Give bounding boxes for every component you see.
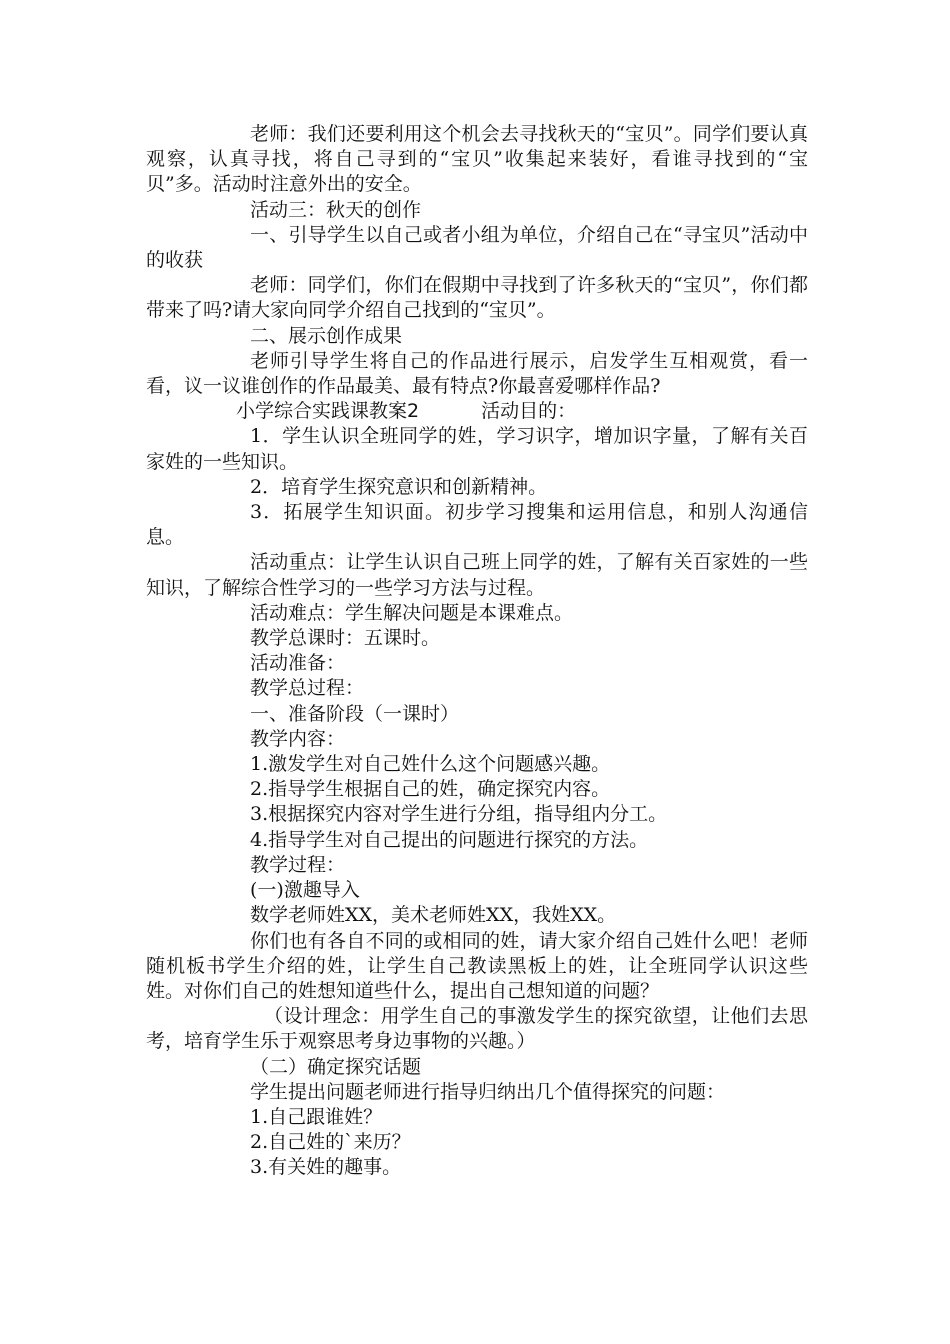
paragraph: 教学总课时：五课时。 <box>250 627 441 650</box>
list-item: 1.激发学生对自己姓什么这个问题感兴趣。 <box>250 753 611 776</box>
paragraph: 一、引导学生以自己或者小组为单位，介绍自己在“寻宝贝”活动中的收获 <box>146 223 808 272</box>
list-item: 3.有关姓的趣事。 <box>250 1156 402 1179</box>
paragraph: 老师：同学们，你们在假期中寻找到了许多秋天的“宝贝”，你们都带来了吗?请大家向同学介绍自己找到的“宝贝”。 <box>146 274 808 322</box>
paragraph: 学生提出问题老师进行指导归纳出几个值得探究的问题： <box>250 1080 726 1103</box>
paragraph: 教学总过程： <box>250 677 365 700</box>
section-heading: （二）确定探究话题 <box>250 1055 422 1078</box>
list-item: 1.自己跟谁姓？ <box>250 1105 383 1128</box>
section-heading: 二、展示创作成果 <box>250 324 403 347</box>
list-item: 3．拓展学生知识面。初步学习搜集和运用信息，和别人沟通信息。 <box>146 501 808 549</box>
paragraph: 你们也有各自不同的或相同的姓，请大家介绍自己姓什么吧！老师随机板书学生介绍的姓，让学生自己教读黑板上的姓，让全班同学认识这些姓。对你们自己的姓想知道些什么，提出自己想知道的问题？ <box>146 929 808 1002</box>
paragraph: 活动准备： <box>250 652 346 675</box>
section-heading: (一)激趣导入 <box>250 879 360 902</box>
paragraph: 老师引导学生将自己的作品进行展示，启发学生互相观赏，看一看，议一议谁创作的作品最美、最有特点?你最喜爱哪样作品? <box>146 349 808 398</box>
section-heading: 一、准备阶段（一课时） <box>250 702 460 725</box>
paragraph: 教学过程： <box>250 853 346 876</box>
paragraph: 活动难点：学生解决问题是本课难点。 <box>250 601 574 624</box>
paragraph: 活动重点：让学生认识自己班上同学的姓，了解有关百家姓的一些知识，了解综合性学习的一些学习方法与过程。 <box>146 551 808 599</box>
list-item: 2．培育学生探究意识和创新精神。 <box>250 475 548 498</box>
list-item: 3.根据探究内容对学生进行分组，指导组内分工。 <box>250 803 668 826</box>
list-item: 1．学生认识全班同学的姓，学习识字，增加识字量，了解有关百家姓的一些知识。 <box>146 425 808 473</box>
lesson-number: 2 <box>407 400 420 423</box>
list-item: 2.指导学生根据自己的姓，确定探究内容。 <box>250 778 611 801</box>
paragraph: 教学内容： <box>250 727 346 750</box>
list-item: 2.自己姓的`来历？ <box>250 1131 411 1154</box>
lesson-heading <box>146 399 808 424</box>
paragraph: 数学老师姓XX，美术老师姓XX，我姓XX。 <box>250 904 617 927</box>
paragraph: 老师：我们还要利用这个机会去寻找秋天的“宝贝”。同学们要认真观察，认真寻找，将自己寻到的“宝贝”收集起来装好，看谁寻找到的“宝贝”多。活动时注意外出的安全。 <box>146 123 808 196</box>
lesson-title: 小学综合实践课教案 <box>236 400 408 423</box>
section-heading: 活动三：秋天的创作 <box>250 198 422 221</box>
goal-label: 活动目的： <box>481 400 577 423</box>
paragraph: （设计理念：用学生自己的事激发学生的探究欲望，让他们去思考，培育学生乐于观察思考身边事物的兴趣。） <box>146 1005 808 1053</box>
list-item: 4.指导学生对自己提出的问题进行探究的方法。 <box>250 828 649 851</box>
document-page <box>146 122 808 1181</box>
